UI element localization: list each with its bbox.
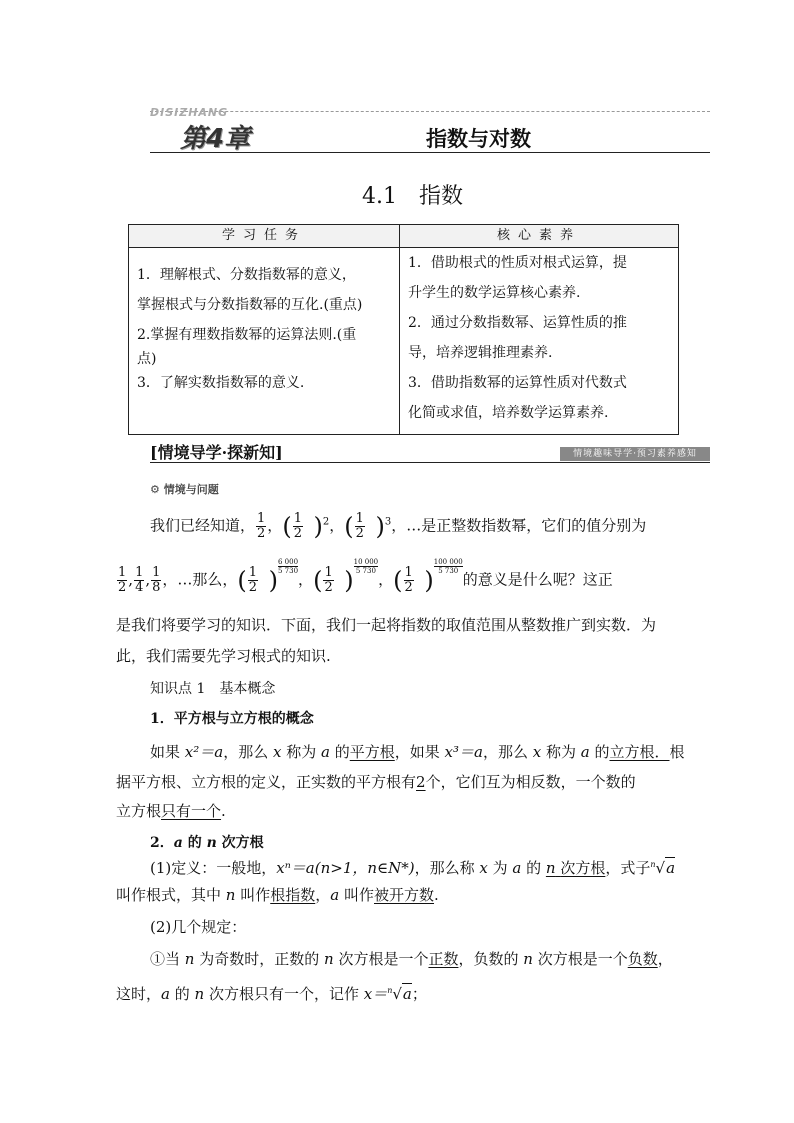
exponent-fraction: $\frac{6 000}{5 730}$ — [278, 558, 299, 575]
blank-negative: 负数 — [627, 950, 658, 968]
blank-nth-root: n 次方根 — [545, 859, 606, 877]
intro-line-1: 我们已经知道， $\frac{1}{2}$ ，( $\frac{1}{2}$ )$^2$，( $\frac{1}{2}$ )$^3$，…是正整数指数幂，它们的值分别为 — [150, 511, 647, 541]
nth-root-def-line-1: (1)定义：一般地，xⁿ＝a(n>1，n∈N*)，那么称 x 为 a 的 n 次方根，式子$^n$√a — [150, 859, 676, 877]
blank-radicand: 被开方数 — [374, 886, 435, 904]
nth-root-def-line-2: 叫作根式，其中 n 叫作根指数，a 叫作被开方数. — [116, 886, 439, 904]
fraction-half: $\frac{1}{2}$ — [257, 511, 266, 541]
task-line: 1．理解根式、分数指数幂的意义， — [137, 267, 356, 283]
situation-text: 情境与问题 — [163, 483, 219, 496]
task-line: 3．了解实数指数幂的意义. — [137, 375, 305, 391]
task-line: 掌握根式与分数指数幂的互化.(重点) — [137, 297, 363, 313]
banner-tag: 情境趣味导学·预习素养感知 — [560, 447, 710, 461]
chapter-title: 指数与对数 — [426, 126, 531, 151]
chapter-number: 第4章 — [180, 124, 251, 154]
tasks-cell — [129, 248, 400, 435]
task-line: 2.掌握有理数指数幂的运算法则.(重 — [137, 327, 357, 343]
def-line-2: 据平方根、立方根的定义，正实数的平方根有2个，它们互为相反数，一个数的 — [116, 773, 636, 791]
header-rule-bottom — [150, 152, 710, 153]
fraction-half: $\frac{1}{2}$ — [355, 511, 364, 541]
subsection-2-heading: 2．a 的 n 次方根 — [150, 835, 264, 851]
knowledge-point-heading: 知识点 1 基本概念 — [150, 681, 276, 697]
task-line: 点) — [137, 351, 157, 367]
def-line-3: 立方根只有一个. — [116, 802, 226, 820]
situation-icon: ⚙ — [150, 483, 164, 496]
subsection-1-heading: 1．平方根与立方根的概念 — [150, 711, 314, 727]
blank-root-index: 根指数 — [270, 886, 316, 904]
def-line-1: 如果 x²＝a，那么 x 称为 a 的平方根，如果 x³＝a，那么 x 称为 a 的立方根．根 — [150, 743, 685, 761]
intro-line-3: 是我们将要学习的知识．下面，我们一起将指数的取值范围从整数推广到实数．为 — [116, 616, 657, 634]
exponent-fraction: $\frac{10 000}{5 730}$ — [353, 558, 379, 575]
chapter-pinyin: DISIZHANG — [150, 106, 229, 119]
literacy-line: 1．借助根式的性质对根式运算，提 — [408, 255, 627, 271]
rule-1-line-1: ①当 n 为奇数时，正数的 n 次方根是一个正数，负数的 n 次方根是一个负数， — [150, 950, 673, 968]
blank-cube-root: 立方根． — [609, 743, 670, 761]
header-rule-top — [150, 111, 710, 112]
blank-square-root: 平方根 — [349, 743, 395, 761]
literacy-line: 升学生的数学运算核心素养. — [408, 285, 581, 301]
literacy-line: 导，培养逻辑推理素养. — [408, 345, 553, 361]
literacy-line: 2．通过分数指数幂、运算性质的推 — [408, 315, 627, 331]
literacy-cell — [400, 248, 679, 435]
blank-positive: 正数 — [428, 950, 459, 968]
rules-heading: (2)几个规定： — [150, 918, 247, 936]
literacy-line: 3．借助指数幂的运算性质对代数式 — [408, 375, 627, 391]
exponent-fraction: $\frac{100 000}{5 730}$ — [433, 558, 463, 575]
rule-1-line-2: 这时，a 的 n 次方根只有一个，记作 x＝$^n$√a； — [116, 985, 427, 1003]
blank-two: 2 — [416, 773, 426, 791]
blank-only-one: 只有一个 — [161, 802, 222, 820]
literacy-line: 化简或求值，培养数学运算素养. — [408, 405, 609, 421]
objectives-table — [128, 224, 679, 435]
intro-line-4: 此，我们需要先学习根式的知识. — [116, 647, 331, 665]
banner-title: [情境导学·探新知] — [150, 443, 283, 462]
table-header-tasks: 学习任务 — [129, 225, 400, 248]
table-header-literacy: 核心素养 — [400, 225, 679, 248]
intro-line-2: $\frac{1}{2}$ , $\frac{1}{4}$ , $\frac{1}{8}$ ，…那么，( $\frac{1}{2}$ ) $\frac{6 000}{5 730}$，( $\frac{1}{2}$ ) $\frac{10 000}{5 730}$，( $\frac{1}{2}$ ) $\frac{100 000}{5 730}$的意义是什么呢？这正 — [118, 558, 613, 595]
fraction-half: $\frac{1}{2}$ — [293, 511, 302, 541]
section-title: 4.1 指数 — [362, 184, 463, 209]
situation-label — [150, 481, 219, 497]
